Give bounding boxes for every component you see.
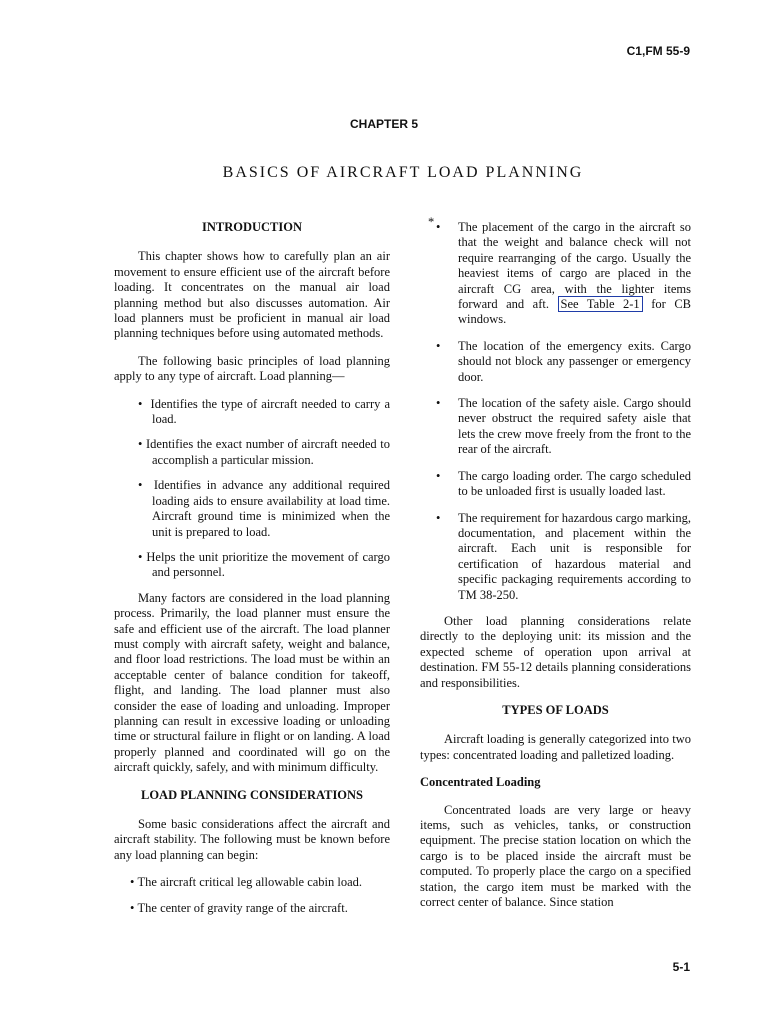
change-marker: * — [428, 215, 435, 229]
list-item: • Identifies the exact number of aircraft needed to accomplish a particular mission. — [138, 437, 390, 467]
list-item — [420, 215, 692, 328]
considerations-paragraph: Some basic considerations affect the aircraft and aircraft stability. The following must be known before any load planning can begin: — [114, 817, 390, 862]
bullet-text: The placement of the cargo in the aircraft so that the weight and balance check will not require rearranging of the cargo. Usually the heaviest items of cargo are placed in the aircraft CG area, with the lighter items forward and aft. — [458, 220, 691, 312]
list-item: • The location of the safety aisle. Cargo should never obstruct the required safety aisle that lets the crew move freely from the front to the rear of the aircraft. — [436, 396, 691, 457]
list-item: • The location of the emergency exits. Cargo should not block any passenger or emergency door. — [436, 338, 691, 384]
page-number: 5-1 — [672, 960, 690, 974]
page-title: BASICS OF AIRCRAFT LOAD PLANNING — [222, 164, 584, 181]
list-item: • Identifies in advance any additional required loading aids to ensure availability at load time. Aircraft ground time is minimized when the unit is prepared to load. — [138, 478, 390, 539]
chapter-label: CHAPTER 5 — [349, 117, 418, 131]
considerations-heading: LOAD PLANNING CONSIDERATIONS — [140, 787, 364, 802]
list-item: • The requirement for hazardous cargo marking, documentation, and placement within the aircraft. Each unit is responsible for certification of hazardous material and specific packaging requirements according to TM 38-250. — [436, 510, 692, 602]
introduction-heading: INTRODUCTION — [201, 220, 302, 234]
intro-paragraph-2: The following basic principles of load planning apply to any type of aircraft. Load planning— — [114, 353, 390, 384]
list-item: • Identifies the type of aircraft needed to carry a load. — [138, 396, 390, 427]
types-of-loads-heading: TYPES OF LOADS — [502, 702, 609, 717]
list-item: • The aircraft critical leg allowable cabin load. — [130, 875, 363, 890]
right-column — [420, 215, 692, 922]
list-item: • Helps the unit prioritize the movement of cargo and personnel. — [138, 549, 390, 580]
considerations-bullets — [114, 875, 390, 916]
load-planning-bullets — [114, 397, 390, 581]
bullet-mark: • — [436, 220, 441, 234]
factors-paragraph: Many factors are considered in the load planning process. Primarily, the load planner must ensure the safe and efficient use of the aircraft. The load planner must comply with aircraft safety, weight and balance, and floor load restrictions. The load must be within an acceptable center of balance condition for takeoff, flight, and landing. The load planner must also consider the ease of loading and unloading. Improper planning can result in excessive loading or unloading time or structural failure in flight or on landing. A load properly planned and coordinated will go on the aircraft quickly, safely, and with minimum difficulty. — [114, 590, 390, 775]
bullet-text-end: for CB windows. — [458, 297, 692, 327]
types-paragraph: Aircraft loading is generally categorized into two types: concentrated loading and palletized loading. — [420, 732, 691, 762]
list-item: • The cargo loading order. The cargo scheduled to be unloaded first is usually loaded last. — [436, 468, 691, 499]
list-item: • The center of gravity range of the aircraft. — [130, 900, 348, 915]
consideration-bullets-continued — [420, 215, 692, 603]
document-id: C1,FM 55-9 — [626, 44, 690, 58]
intro-paragraph-1: This chapter shows how to carefully plan an air movement to ensure efficient use of the aircraft before loading. It concentrates on the manual air load planning method but also discusses automation. Air load planners must be proficient in manual air load planning techniques before using automated methods. — [114, 249, 390, 341]
left-column — [114, 220, 390, 926]
table-reference-link[interactable]: See Table 2-1 — [558, 296, 643, 312]
concentrated-loading-heading: Concentrated Loading — [420, 775, 541, 790]
concentrated-paragraph: Concentrated loads are very large or heavy items, such as vehicles, tanks, or construction equipment. The precise station location on which the cargo is to be placed inside the aircraft must be computed. To properly place the cargo on a specified station, the cargo item must be marked with the correct center of balance. Since station — [420, 802, 691, 910]
other-considerations-paragraph: Other load planning considerations relate directly to the deploying unit: its mission and the expected scheme of operation upon arrival at destination. FM 55-12 details planning considerations and responsibilities. — [420, 613, 691, 690]
